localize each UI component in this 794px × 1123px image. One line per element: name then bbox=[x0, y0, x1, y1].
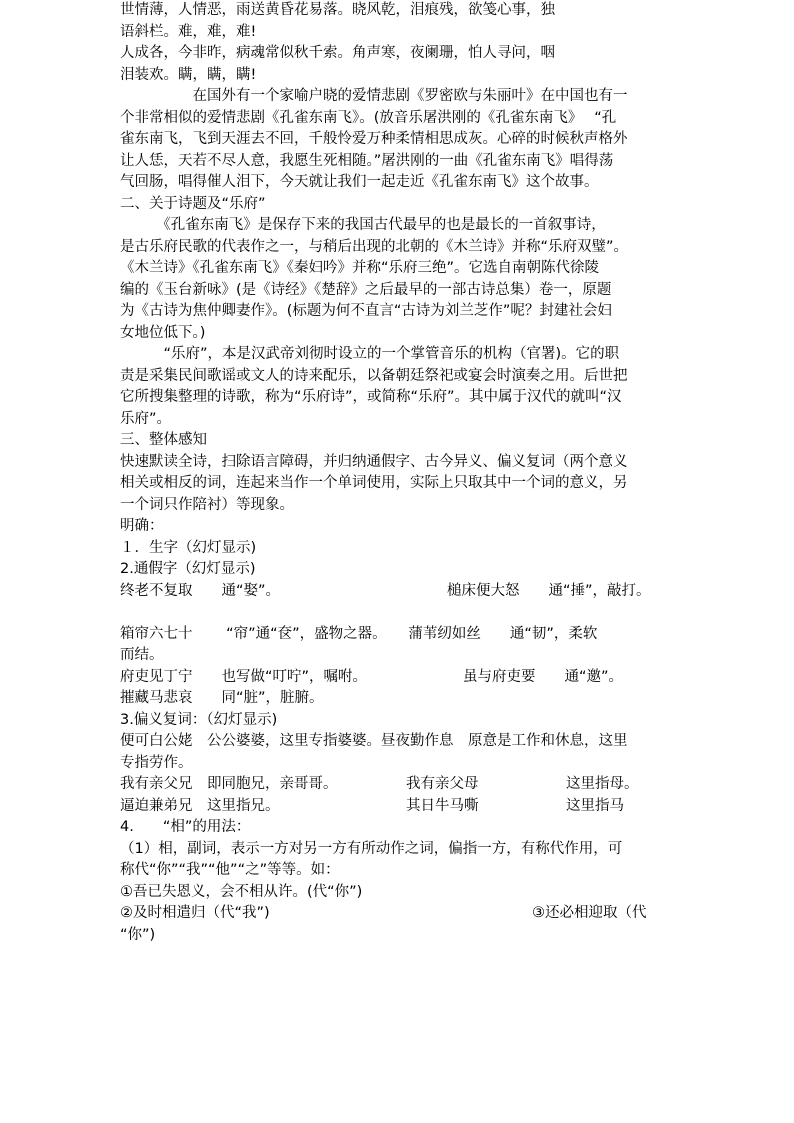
text-line: 《木兰诗》《孔雀东南飞》《秦妇吟》并称“乐府三绝”。它选自南朝陈代徐陵 bbox=[120, 260, 600, 276]
text-line: 让人恁，天若不尽人意，我愿生死相随。”屠洪刚的一曲《孔雀东南飞》唱得荡 bbox=[120, 152, 614, 169]
tongjia-row-2: 箱帘六七十 “帘”通“奁”，盛物之器。 蒲苇纫如丝 通“韧”，柔软 bbox=[120, 625, 598, 642]
text-line: 女地位低下。) bbox=[120, 324, 206, 341]
xiang-example: ③还必相迎取（代 bbox=[532, 905, 647, 921]
pianyi-title: 3.偏义复词：（幻灯显示) bbox=[120, 711, 278, 728]
tongjia-item: 虽与府吏要 通“邀”。 bbox=[463, 668, 624, 685]
tongjia-row-2-cont: 而结。 bbox=[120, 647, 164, 663]
pianyi-item: 其日牛马嘶 bbox=[406, 797, 479, 814]
text-line: 气回肠，唱得催人泪下，今天就让我们一起走近《孔雀东南飞》这个故事。 bbox=[120, 174, 599, 190]
xiang-title: 4. “相”的用法： bbox=[120, 819, 251, 835]
xiang-line: 称代“你”“我”“他”“之”等等。如： bbox=[120, 862, 340, 878]
text-line: 雀东南飞，飞到天涯去不回，千般怜爱万种柔情相思成灰。心碎的时候秋声格外 bbox=[120, 131, 628, 147]
blank-line bbox=[120, 602, 678, 624]
xiang-example: ①吾已失恩义，会不相从许。(代“你”) bbox=[120, 883, 363, 900]
pianyi-item: 这里指马 bbox=[566, 797, 624, 814]
tongjia-item: 槌床便大怒 通“捶”，敲打。 bbox=[447, 582, 651, 599]
text-line: 责是采集民间歌谣或文人的诗来配乐，以备朝廷祭祀或宴会时演奏之用。后世把 bbox=[120, 367, 628, 384]
text-line: 语斜栏。难，难，难! bbox=[120, 23, 257, 40]
text-line: 一个词只作陪衬）等现象。 bbox=[120, 496, 294, 513]
text-line: 乐府”。 bbox=[120, 410, 172, 427]
text-line: 个非常相似的爱情悲剧《孔雀东南飞》。(放音乐屠洪刚的《孔雀东南飞》 “孔 bbox=[120, 109, 617, 126]
text-line: 泪装欢。瞒，瞒，瞒! bbox=[120, 66, 257, 83]
text-line: 《孔雀东南飞》是保存下来的我国古代最早的也是最长的一首叙事诗， bbox=[120, 217, 606, 233]
text-line: 为《古诗为焦仲卿妻作》。(标题为何不直言“古诗为刘兰芝作”呢？封建社会妇 bbox=[120, 303, 612, 319]
text-line: 三、整体感知 bbox=[120, 432, 207, 448]
pianyi-item: 逼迫兼弟兄 这里指兄。 bbox=[120, 797, 280, 814]
pianyi-item: 我有亲父母 bbox=[406, 776, 479, 792]
text-line: “乐府”，本是汉武帝刘彻时设立的一个掌管音乐的机构（官署)。它的职 bbox=[120, 346, 620, 362]
text-line: 编的《玉台新咏》(是《诗经》《楚辞》之后最早的一部古诗总集）卷一，原题 bbox=[120, 281, 612, 298]
text-line: 相关或相反的词，连起来当作一个单词使用，实际上只取其中一个词的意义，另 bbox=[120, 475, 628, 491]
xiang-line: （1）相，副词，表示一方对另一方有所动作之词，偏指一方，有称代作用，可 bbox=[120, 840, 623, 857]
pianyi-row-1: 便可白公姥 公公婆婆，这里专指婆婆。昼夜勤作息 原意是工作和休息，这里 bbox=[120, 733, 628, 749]
pianyi-item: 我有亲父兄 即同胞兄，亲哥哥。 bbox=[120, 776, 338, 792]
tongjia-row-4: 摧藏马悲哀 同“脏”，脏腑。 bbox=[120, 690, 324, 706]
pianyi-row-2 bbox=[120, 774, 678, 796]
tongjia-item: 终老不复取 通“娶”。 bbox=[120, 582, 281, 599]
tongjia-item: 府吏见丁宁 也写做“叮咛”，嘱咐。 bbox=[120, 668, 368, 685]
tongjia-row-1 bbox=[120, 581, 678, 603]
text-line: 快速默读全诗，扫除语言障碍，并归纳通假字、古今异义、偏义复词（两个意义 bbox=[120, 453, 628, 470]
text-line: 世情薄，人情恶，雨送黄昏花易落。晓风乾，泪痕残，欲笺心事，独 bbox=[120, 2, 555, 18]
text-line: １．生字（幻灯显示) bbox=[120, 539, 257, 556]
document-body bbox=[120, 0, 678, 946]
xiang-example-row bbox=[120, 903, 678, 925]
text-line: 2.通假字（幻灯显示) bbox=[120, 561, 256, 577]
text-line: 人成各，今非昨，病魂常似秋千索。角声寒，夜阑珊，怕人寻问，咽 bbox=[120, 45, 555, 61]
pianyi-row-1-cont: 专指劳作。 bbox=[120, 754, 193, 771]
xiang-example: ②及时相遣归（代“我”) bbox=[120, 905, 270, 921]
text-line: 二、关于诗题及“乐府” bbox=[120, 195, 266, 212]
tongjia-row-3 bbox=[120, 667, 678, 689]
text-line: 在国外有一个家喻户晓的爱情悲剧《罗密欧与朱丽叶》在中国也有一 bbox=[120, 88, 628, 104]
text-line: 它所搜集整理的诗歌，称为“乐府诗”，或简称“乐府”。其中属于汉代的就叫“汉 bbox=[120, 389, 622, 405]
text-line: 是古乐府民歌的代表作之一，与稍后出现的北朝的《木兰诗》并称“乐府双璧”。 bbox=[120, 238, 629, 255]
pianyi-item: 这里指母。 bbox=[566, 776, 639, 792]
prose-lines bbox=[120, 0, 678, 581]
pianyi-row-3 bbox=[120, 796, 678, 818]
text-line: 明确： bbox=[120, 518, 164, 534]
xiang-example-cont: “你”) bbox=[120, 926, 156, 943]
